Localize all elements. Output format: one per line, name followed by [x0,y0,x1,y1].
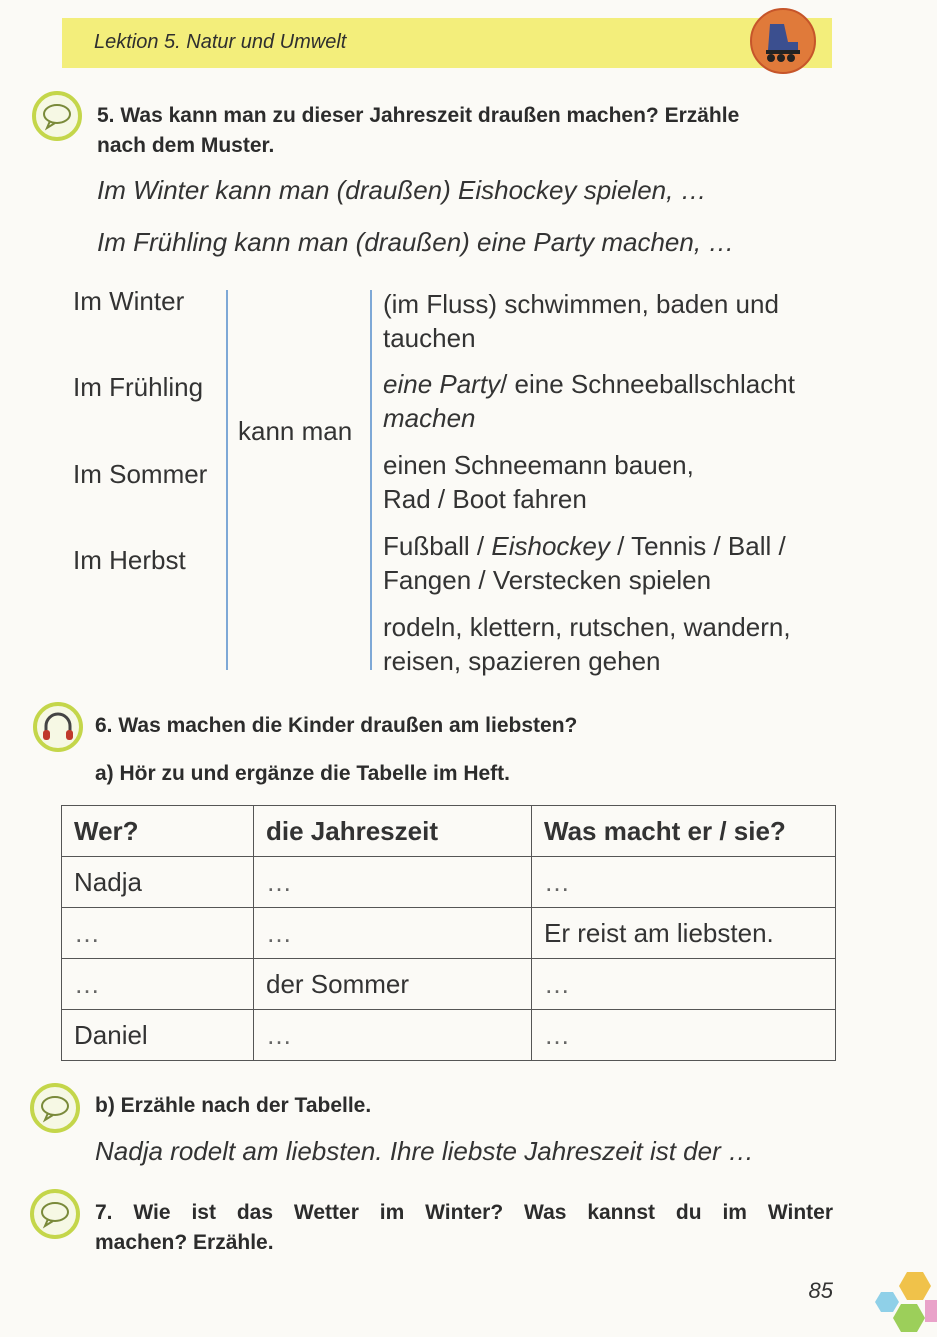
option-text: Fußball / [383,531,492,561]
table-cell: der Sommer [254,959,532,1010]
exercise-6a-instruction: a) Hör zu und ergänze die Tabelle im Heft. [95,762,511,785]
exercise-5-example-1: Im Winter kann man (draußen) Eishockey spielen, … [97,175,707,205]
table-cell: … [532,857,836,908]
option-spielen [383,529,786,597]
table-cell: … [62,959,254,1010]
option-text: eine Party [383,369,501,399]
option-bauen-fahren [383,448,694,516]
table-cell: … [254,908,532,959]
subject-fruehling: Im Frühling [73,372,204,402]
option-line: machen [383,403,476,433]
lesson-title: Lektion 5. Natur und Umwelt [94,31,347,53]
table-row [62,908,836,959]
speech-bubble-icon [32,91,82,141]
table-cell: … [254,857,532,908]
table-cell: … [532,1010,836,1061]
option-text: Eishockey [491,531,610,561]
table-cell: Nadja [62,857,254,908]
exercise-7-heading-line1: 7. Wie ist das Wetter im Winter? Was kannst du im Winter [95,1201,833,1224]
inline-skate-icon [750,8,816,74]
exercise-7-heading [95,1198,833,1258]
option-line: Rad / Boot fahren [383,484,587,514]
exercise-6b-example: Nadja rodelt am liebsten. Ihre liebste Jahreszeit ist der … [95,1136,754,1166]
subject-herbst: Im Herbst [73,545,186,575]
subject-sommer: Im Sommer [73,459,208,489]
option-line: rodeln, klettern, rutschen, wandern, [383,612,791,642]
divider-line [370,290,372,670]
verb-kann-man: kann man [238,416,353,446]
table-cell: Er reist am liebsten. [532,908,836,959]
speech-bubble-icon [30,1189,80,1239]
table-cell: … [254,1010,532,1061]
option-line: reisen, spazieren gehen [383,646,661,676]
exercise-5-heading [97,101,739,161]
table-header-row [62,806,836,857]
exercise-5-heading-line2: nach dem Muster. [97,134,275,157]
subject-winter: Im Winter [73,286,185,316]
option-schwimmen [383,287,779,355]
table-row [62,959,836,1010]
table-cell: … [532,959,836,1010]
option-line: tauchen [383,323,476,353]
speech-bubble-icon [30,1083,80,1133]
option-line: (im Fluss) schwimmen, baden und [383,289,779,319]
header-wer: Wer? [62,806,254,857]
option-text: / eine Schneeballschlacht [500,369,795,399]
table-row [62,857,836,908]
option-line: Fangen / Verstecken spielen [383,565,712,595]
exercise-5-example-2: Im Frühling kann man (draußen) eine Party machen, … [97,227,735,257]
exercise-5-heading-line1: 5. Was kann man zu dieser Jahreszeit draußen machen? Erzähle [97,104,740,127]
header-was-macht: Was macht er / sie? [532,806,836,857]
exercise-6b-instruction: b) Erzähle nach der Tabelle. [95,1094,372,1117]
table-cell: Daniel [62,1010,254,1061]
option-machen [383,367,795,435]
headphones-icon [33,702,83,752]
exercise-7-heading-line2: machen? Erzähle. [95,1231,274,1254]
exercise-6-table [61,805,836,1061]
option-text: / Tennis / Ball / [609,531,786,561]
header-jahreszeit: die Jahreszeit [254,806,532,857]
exercise-6-heading: 6. Was machen die Kinder draußen am liebsten? [95,714,578,737]
hexagon-decoration-icon [867,1270,937,1332]
divider-line [226,290,228,670]
table-cell: … [62,908,254,959]
table-row [62,1010,836,1061]
option-rodeln [383,610,791,678]
page-number: 85 [808,1278,833,1303]
option-line: einen Schneemann bauen, [383,450,694,480]
